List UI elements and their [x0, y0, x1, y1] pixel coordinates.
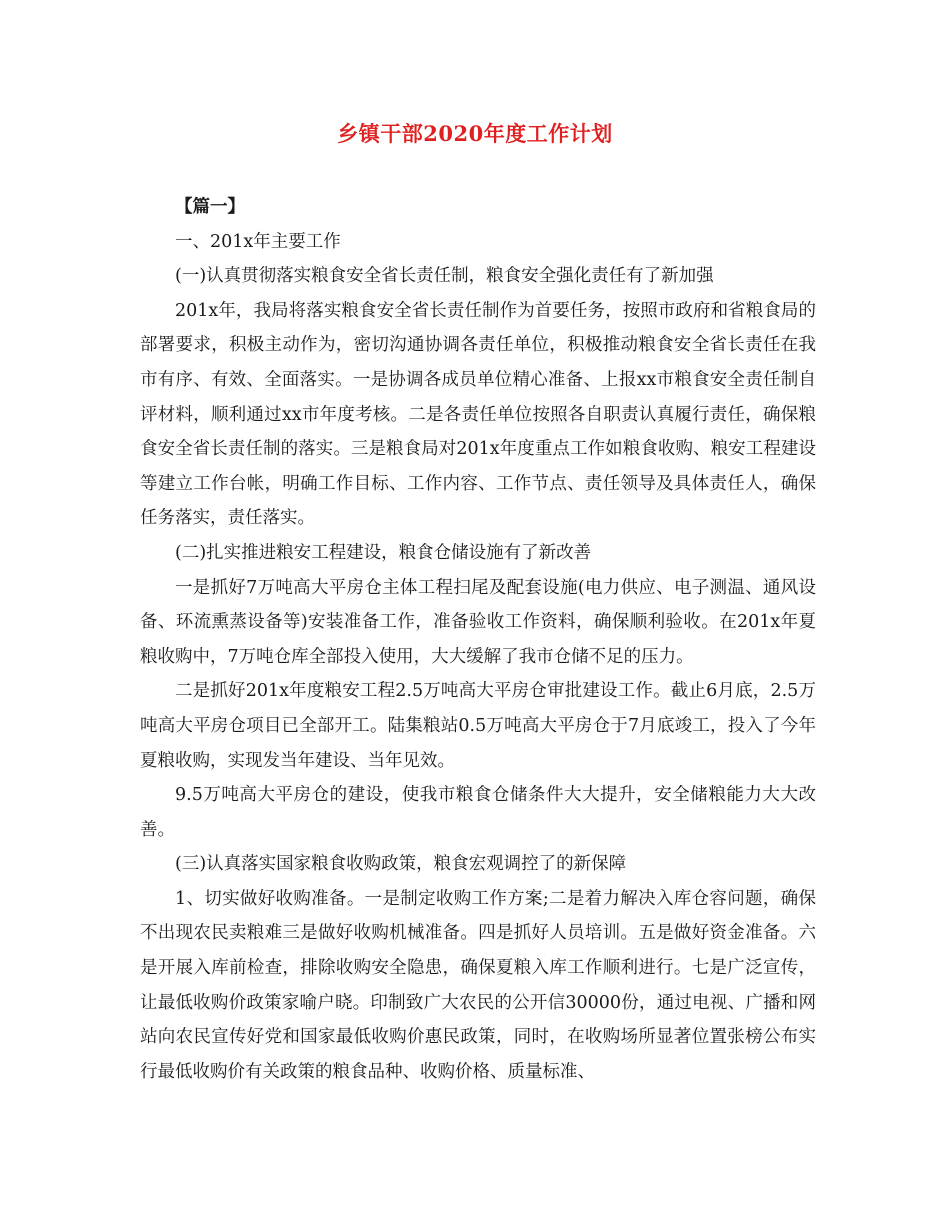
document-title: 乡镇干部2020年度工作计划: [337, 121, 613, 146]
body-paragraph: 1、切实做好收购准备。一是制定收购工作方案;二是着力解决入库仓容问题，确保不出现农民卖粮难三是做好收购机械准备。四是抓好人员培训。五是做好资金准备。六是开展入库前检查，排除收购安全隐患，确保夏粮入库工作顺利进行。七是广泛宣传，让最低收购价政策家喻户晓。印制致广大农民的公开信30000份，通过电视、广播和网站向农民宣传好党和国家最低收购价惠民政策，同时，在收购场所显著位置张榜公布实行最低收购价有关政策的粮食品种、收购价格、质量标准、: [140, 888, 816, 1082]
subsection-heading: (一)认真贯彻落实粮食安全省长责任制，粮食安全强化责任有了新加强: [175, 266, 714, 287]
body-paragraph: 201x年，我局将落实粮食安全省长责任制作为首要任务，按照市政府和省粮食局的部署要求，积极主动作为，密切沟通协调各责任单位，积极推动粮食安全省长责任在我市有序、有效、全面落实。一是协调各成员单位精心准备、上报xx市粮食安全责任制自评材料，顺利通过xx市年度考核。二是各责任单位按照各自职责认真履行责任，确保粮食安全省长责任制的落实。三是粮食局对201x年度重点工作如粮食收购、粮安工程建设等建立工作台帐，明确工作目标、工作内容、工作节点、责任领导及具体责任人，确保任务落实，责任落实。: [140, 300, 816, 529]
body-paragraph: 一是抓好7万吨高大平房仓主体工程扫尾及配套设施(电力供应、电子测温、通风设备、环流熏蒸设备等)安装准备工作，准备验收工作资料，确保顺利验收。在201x年夏粮收购中，7万吨仓库全部投入使用，大大缓解了我市仓储不足的压力。: [140, 577, 816, 667]
document-body: [140, 190, 816, 1089]
subsection-heading: (二)扎实推进粮安工程建设，粮食仓储设施有了新改善: [175, 542, 592, 563]
section-marker: 【篇一】: [175, 197, 245, 217]
body-paragraph: 二是抓好201x年度粮安工程2.5万吨高大平房仓审批建设工作。截止6月底，2.5万吨高大平房仓项目已全部开工。陆集粮站0.5万吨高大平房仓于7月底竣工，投入了今年夏粮收购，实现发当年建设、当年见效。: [140, 681, 816, 771]
section-heading: 一、201x年主要工作: [175, 231, 341, 252]
subsection-heading: (三)认真落实国家粮食收购政策，粮食宏观调控了的新保障: [175, 854, 627, 875]
body-paragraph: 9.5万吨高大平房仓的建设，使我市粮食仓储条件大大提升，安全储粮能力大大改善。: [140, 785, 816, 840]
